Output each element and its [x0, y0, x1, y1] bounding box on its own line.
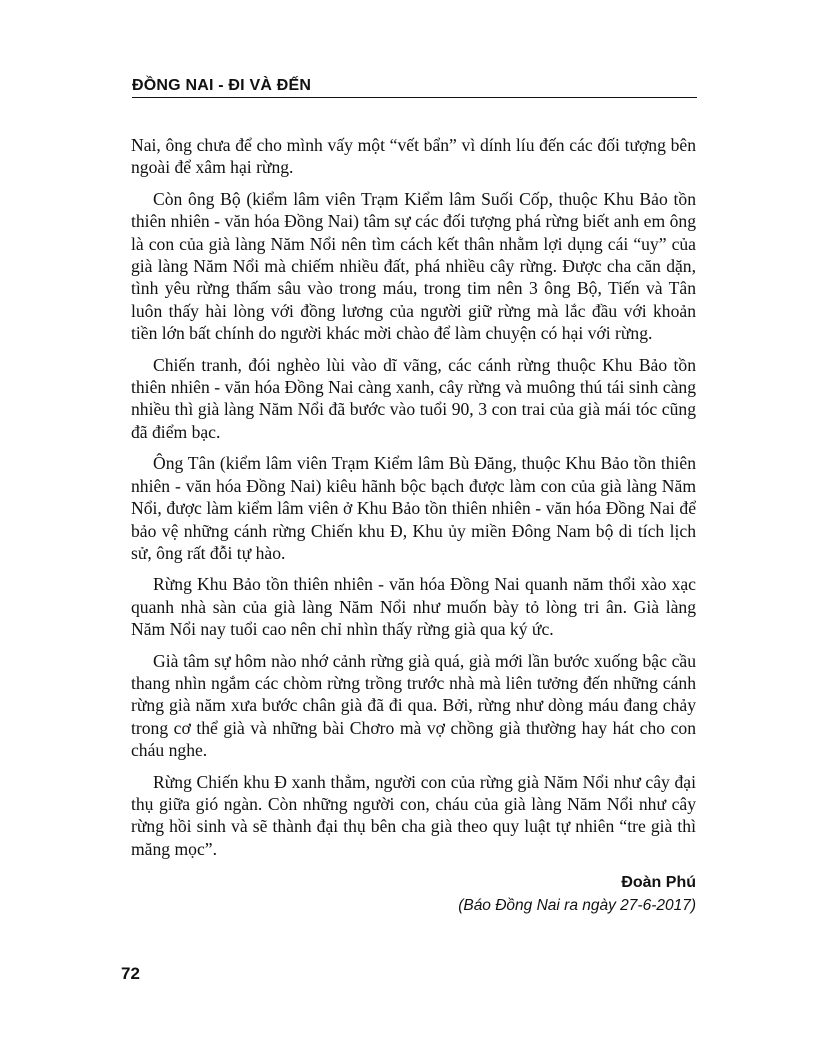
page-number: 72 — [121, 964, 140, 983]
paragraph-5: Rừng Khu Bảo tồn thiên nhiên - văn hóa Đồng Nai quanh năm thổi xào xạc quanh nhà sàn của già làng Năm Nổi như muốn bày tỏ lòng tri ân. Già làng Năm Nổi nay tuổi cao nên chỉ nhìn thấy rừng già qua ký ức. — [131, 574, 696, 640]
paragraph-6: Già tâm sự hôm nào nhớ cảnh rừng già quá, già mới lần bước xuống bậc cầu thang nhìn ngắm các chòm rừng trồng trước nhà mà liên tưởng đến những cánh rừng già năm xưa bước chân già đã đi qua. Bởi, rừng như dòng máu đang chảy trong cơ thể già và những bài Chơro mà vợ chồng già thường hay hát cho con cháu nghe. — [131, 650, 696, 761]
article-body — [131, 134, 696, 869]
paragraph-3: Chiến tranh, đói nghèo lùi vào dĩ vãng, các cánh rừng thuộc Khu Bảo tồn thiên nhiên - văn hóa Đồng Nai càng xanh, cây rừng và muông thú tái sinh càng nhiều thì già làng Năm Nổi đã bước vào tuổi 90, 3 con trai của già mái tóc cũng đã điểm bạc. — [131, 354, 696, 442]
author-name: Đoàn Phú — [621, 874, 696, 891]
header-rule — [132, 97, 697, 98]
paragraph-7: Rừng Chiến khu Đ xanh thẳm, người con của rừng già Năm Nổi như cây đại thụ giữa gió ngàn. Còn những người con, cháu của già làng Năm Nổi như cây rừng hồi sinh và sẽ thành đại thụ bên cha già theo quy luật tự nhiên “tre già thì măng mọc”. — [131, 771, 696, 859]
paragraph-4: Ông Tân (kiểm lâm viên Trạm Kiểm lâm Bù Đăng, thuộc Khu Bảo tồn thiên nhiên - văn hóa Đồng Nai) kiêu hãnh bộc bạch được làm con của già làng Năm Nổi, được làm kiểm lâm viên ở Khu Bảo tồn thiên nhiên - văn hóa Đồng Nai để bảo vệ những cánh rừng Chiến khu Đ, Khu ủy miền Đông Nam bộ di tích lịch sử, ông rất đỗi tự hào. — [131, 453, 696, 563]
paragraph-1: Nai, ông chưa để cho mình vấy một “vết bẩn” vì dính líu đến các đối tượng bên ngoài để xâm hại rừng. — [131, 135, 696, 178]
source-citation: (Báo Đồng Nai ra ngày 27-6-2017) — [458, 897, 696, 914]
paragraph-2: Còn ông Bộ (kiểm lâm viên Trạm Kiểm lâm Suối Cốp, thuộc Khu Bảo tồn thiên nhiên - văn hóa Đồng Nai) tâm sự các đối tượng phá rừng biết anh em ông là con của già làng Năm Nổi nên tìm cách kết thân nhằm lợi dụng cái “uy” của già làng Năm Nổi mà chiếm nhiều đất, phá nhiều cây rừng. Được cha căn dặn, tình yêu rừng thấm sâu vào trong máu, trong tim nên 3 ông Bộ, Tiến và Tân luôn thấy hài lòng với đồng lương của người giữ rừng mà lắc đầu với khoản tiền lớn bất chính do người khác mời chào để làm chuyện có hại với rừng. — [131, 188, 696, 344]
running-header: ĐỒNG NAI - ĐI VÀ ĐẾN — [132, 77, 312, 94]
